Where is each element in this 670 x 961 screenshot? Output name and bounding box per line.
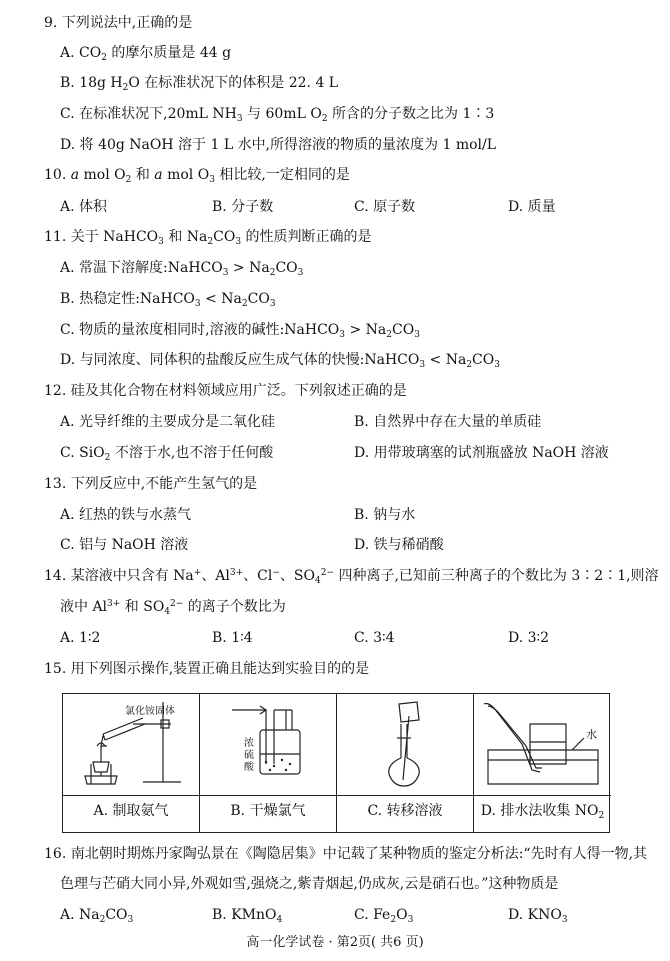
figure-cell-b [200,694,337,832]
q14-stem-line1: 14. 某溶液中只含有 Na+、$Al^{3+}$、Cl−、$SO_4^{2-}$ 四种离子,已知前三种离子的个数比为 3∶2∶1,则溶 [44,568,659,586]
water-collection-drawing [474,694,611,795]
ammonia-apparatus-drawing [63,694,200,795]
water-label: 水 [586,728,597,741]
q9-option-d: D. 将 40g NaOH 溶于 1 L 水中,所得溶液的物质的量浓度为 1 mol/L [60,137,497,153]
q10-option-b: B. 分子数 [212,199,274,215]
conc-label-3: 酸 [244,762,254,773]
q16-option-d: D. $KNO_3$ [508,907,568,925]
q12-stem: 12. 硅及其化合物在材料领域应用广泛。下列叙述正确的是 [44,383,407,399]
q15-figure-table [62,693,610,833]
q10-stem: 10. a mol $O_2$ 和 a mol $O_3$ 相比较,一定相同的是 [44,167,350,185]
q13-option-b: B. 钠与水 [354,507,416,523]
figure-cell-d [474,694,611,832]
q10-option-a: A. 体积 [60,199,108,215]
q9-option-a: A. $CO_2$ 的摩尔质量是 44 g [60,45,232,63]
q14-option-d: D. 3∶2 [508,630,550,646]
q12-option-d: D. 用带玻璃塞的试剂瓶盛放 NaOH 溶液 [354,445,609,461]
q11-option-a: A. 常温下溶解度:NaHCO$_3$ > $Na_2CO_3$ [60,260,304,278]
q13-stem: 13. 下列反应中,不能产生氢气的是 [44,476,258,492]
q16-stem-line2: 色理与芒硝大同小异,外观如雪,强烧之,紫青烟起,仍成灰,云是硝石也。”这种物质是 [60,876,559,892]
q10-option-d: D. 质量 [508,199,556,215]
q11-option-b: B. 热稳定性:NaHCO$_3$ < $Na_2CO_3$ [60,291,276,309]
q14-option-b: B. 1∶4 [212,630,253,646]
q16-stem-line1: 16. 南北朝时期炼丹家陶弘景在《陶隐居集》中记载了某种物质的鉴定分析法:“先时有人得一物,其 [44,846,648,862]
q11-option-d: D. 与同浓度、同体积的盐酸反应生成气体的快慢:NaHCO$_3$ < $Na_2CO_3$ [60,352,500,370]
caption-divider [474,795,611,796]
gas-drying-bottle-drawing [200,694,337,795]
q9-option-b: B. 18g $H_2O$ 在标准状况下的体积是 22. 4 L [60,75,339,93]
figure-cell-a [63,694,200,832]
caption-b: B. 干燥氯气 [230,803,306,819]
caption-divider [63,795,199,796]
figure-cell-c [337,694,474,832]
q13-option-d: D. 铁与稀硝酸 [354,537,444,553]
caption-divider [200,795,336,796]
ammonium-chloride-label: 氯化铵固体 [125,706,175,717]
q9-option-c: C. 在标准状况下,20mL $NH_3$ 与 60mL $O_2$ 所含的分子数之比为 1∶3 [60,106,495,124]
caption-d: D. 排水法收集 $NO_2$ [480,803,605,821]
q14-option-c: C. 3∶4 [354,630,395,646]
caption-a: A. 制取氨气 [93,803,169,819]
q11-stem: 11. 关于 NaHCO$_3$ 和 $Na_2CO_3$ 的性质判断正确的是 [44,229,372,247]
q9-stem: 9. 下列说法中,正确的是 [44,15,193,31]
q13-option-c: C. 铝与 NaOH 溶液 [60,537,189,553]
caption-divider [337,795,473,796]
volumetric-flask-drawing [337,694,474,795]
q12-option-a: A. 光导纤维的主要成分是二氧化硅 [60,414,276,430]
q12-option-c: C. SiO$_2$ 不溶于水,也不溶于任何酸 [60,445,274,463]
q11-option-c: C. 物质的量浓度相同时,溶液的碱性:NaHCO$_3$ > $Na_2CO_3$ [60,322,420,340]
conc-label-2: 硫 [244,750,254,761]
conc-label-1: 浓 [244,738,254,749]
q13-option-a: A. 红热的铁与水蒸气 [60,507,192,523]
q16-option-b: B. KMnO$_4$ [212,907,283,925]
q16-option-c: C. $Fe_2O_3$ [354,907,414,925]
q14-stem-line2: 液中 $Al^{3+}$ 和 $SO_4^{2-}$ 的离子个数比为 [60,599,286,617]
q12-option-b: B. 自然界中存在大量的单质硅 [354,414,542,430]
q15-stem: 15. 用下列图示操作,装置正确且能达到实验目的的是 [44,661,370,677]
page-footer: 高一化学试卷 · 第2页( 共6 页) [246,935,424,950]
q10-option-c: C. 原子数 [354,199,416,215]
caption-c: C. 转移溶液 [367,803,443,819]
q16-option-a: A. $Na_2CO_3$ [60,907,134,925]
q14-option-a: A. 1∶2 [60,630,101,646]
